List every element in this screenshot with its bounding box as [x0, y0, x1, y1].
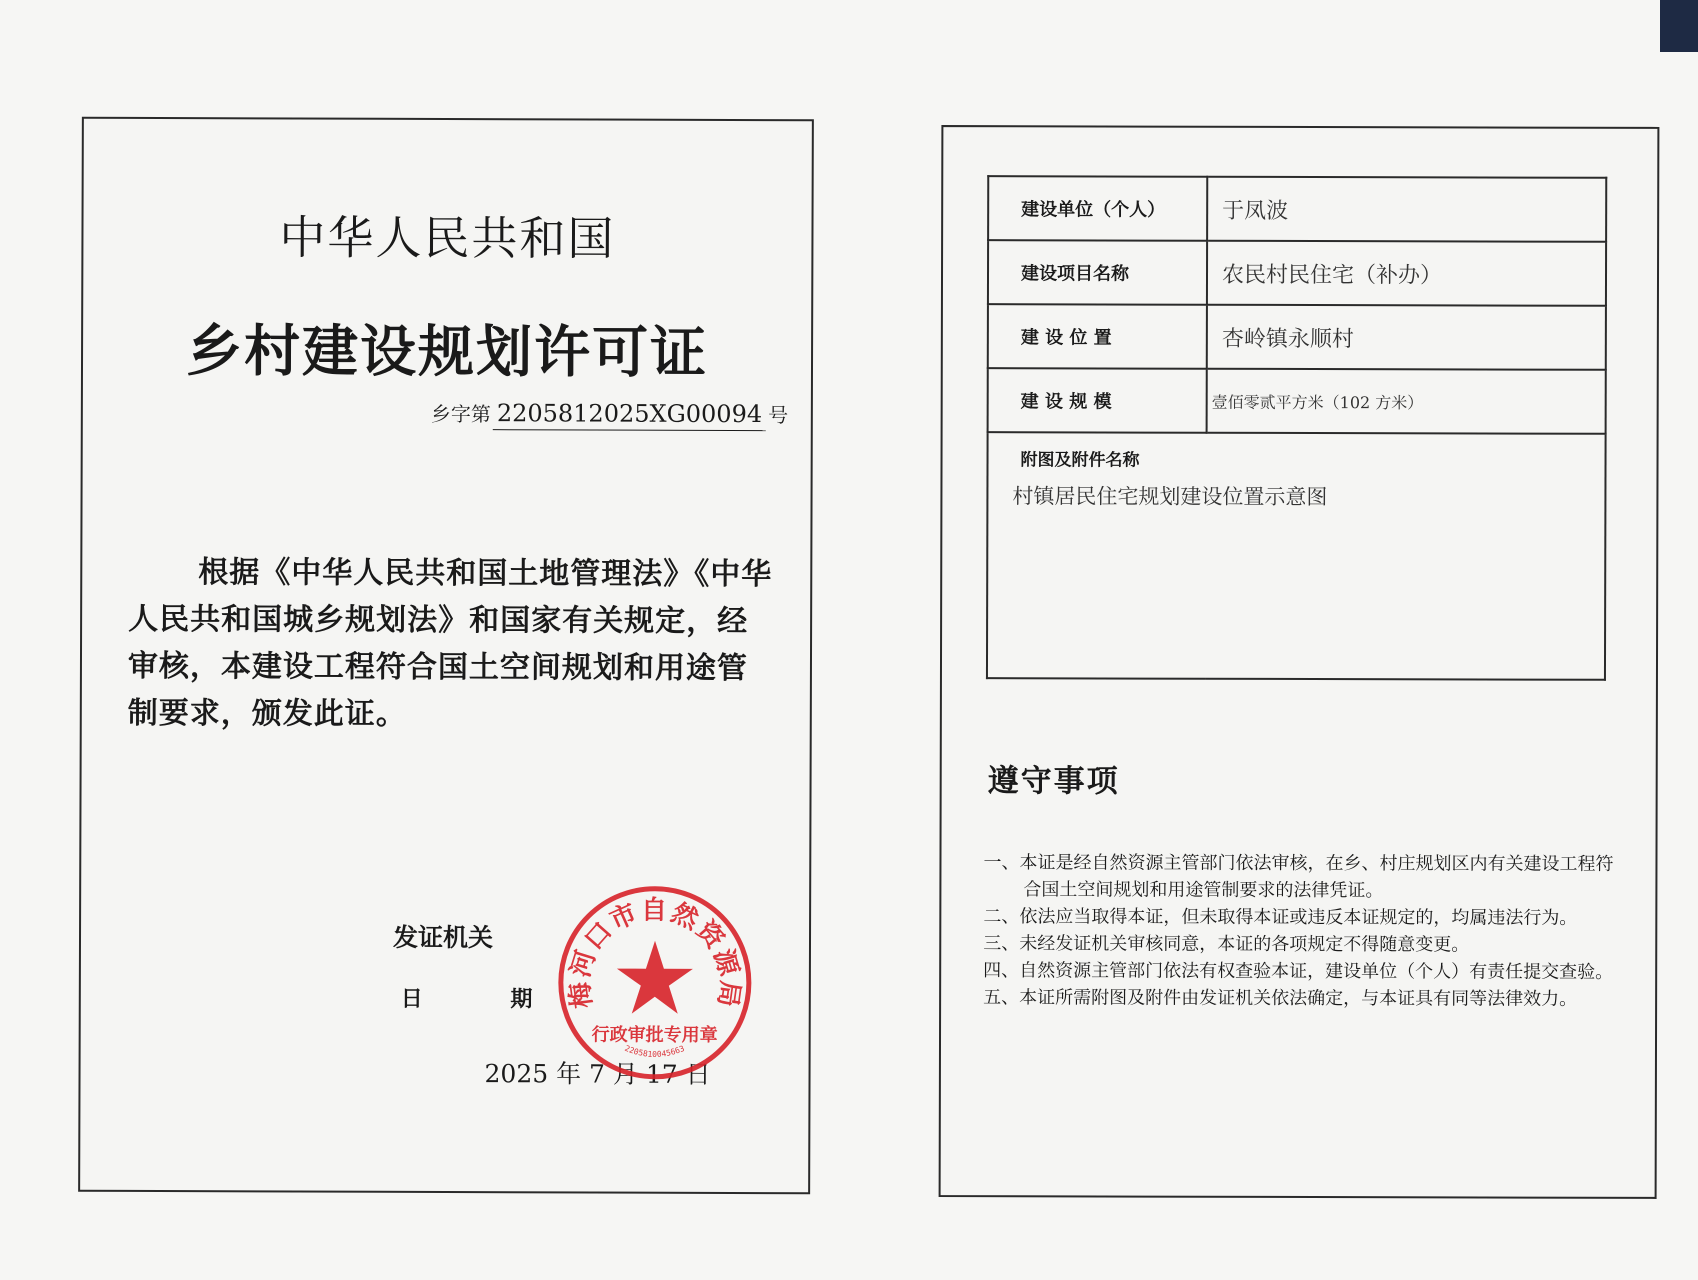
rule-item: 一、本证是经自然资源主管部门依法审核，在乡、村庄规划区内有关建设工程符合国土空间规划和用途管制要求的法律凭证。	[983, 852, 1614, 902]
project-info-table	[986, 175, 1607, 681]
issuer-label: 发证机关	[392, 922, 494, 953]
number-value: 2205812025XG00094	[493, 399, 766, 431]
scale-label: 建 设 规 模	[988, 368, 1207, 433]
attachments-label: 附图及附件名称	[1020, 450, 1140, 471]
certificate-title: 乡村建设规划许可证	[185, 319, 709, 386]
seal-arc-text: 梅河口市自然资源局	[564, 895, 745, 1011]
issue-date: 2025 年 7 月 17 日	[484, 1059, 711, 1089]
location-value: 杏岭镇永顺村	[1207, 305, 1606, 370]
seal-star-icon	[617, 941, 693, 1014]
project-label: 建设项目名称	[988, 240, 1207, 305]
rule-item: 二、依法应当取得本证，但未取得本证或违反本证规定的，均属违法行为。	[983, 906, 1578, 929]
seal-serial: 2205810045663	[623, 1043, 686, 1059]
rule-item: 四、自然资源主管部门依法有权查验本证，建设单位（个人）有责任提交查验。	[983, 960, 1614, 983]
number-suffix: 号	[768, 403, 789, 428]
rules-title: 遵守事项	[987, 763, 1120, 800]
table-row	[988, 176, 1606, 242]
official-seal-stamp	[555, 882, 756, 1083]
unit-value: 于凤波	[1207, 177, 1606, 242]
project-value: 农民村民住宅（补办）	[1207, 241, 1606, 306]
certificate-front-page	[78, 117, 814, 1195]
location-label: 建 设 位 置	[988, 304, 1207, 369]
table-row	[988, 368, 1606, 434]
rule-item: 五、本证所需附图及附件由发证机关依法确定，与本证具有同等法律效力。	[983, 987, 1578, 1010]
unit-label: 建设单位（个人）	[988, 176, 1207, 241]
scale-value: 壹佰零贰平方米（102 方米）	[1207, 369, 1606, 434]
country-name: 中华人民共和国	[279, 210, 616, 266]
attachments-value: 村镇居民住宅规划建设位置示意图	[1012, 484, 1328, 510]
date-label: 日 期	[400, 986, 573, 1013]
table-row	[987, 432, 1606, 680]
seal-subtext: 行政审批专用章	[591, 1024, 718, 1046]
number-prefix: 乡字第	[430, 401, 491, 427]
attachments-cell	[987, 432, 1606, 680]
certificate-body: 根据《中华人民共和国土地管理法》《中华人民共和国城乡规划法》和国家有关规定，经审核，本建设工程符合国土空间规划和用途管制要求，颁发此证。	[127, 555, 773, 732]
corner-tab	[1660, 0, 1698, 52]
table-row	[988, 304, 1606, 370]
table-row	[988, 240, 1606, 306]
rule-item: 三、未经发证机关审核同意，本证的各项规定不得随意变更。	[983, 933, 1470, 956]
certificate-number	[431, 398, 788, 431]
rules-list	[983, 849, 1613, 1013]
certificate-details-page	[939, 125, 1660, 1199]
